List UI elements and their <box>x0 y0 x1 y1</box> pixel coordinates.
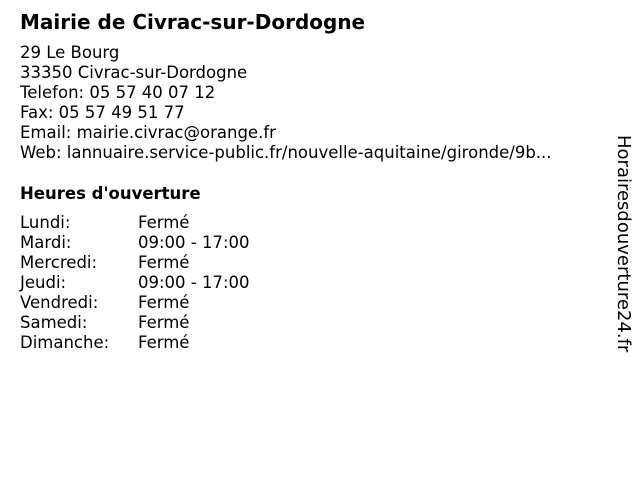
day-label: Vendredi: <box>20 293 99 312</box>
day-label: Lundi: <box>20 213 71 232</box>
hours-row-wednesday <box>20 253 250 273</box>
day-label: Mercredi: <box>20 253 98 272</box>
day-hours: Fermé <box>138 333 190 352</box>
phone-number: Telefon: 05 57 40 07 12 <box>20 83 216 102</box>
day-hours: 09:00 - 17:00 <box>138 233 250 252</box>
day-label: Mardi: <box>20 233 72 252</box>
site-watermark: Horairesdouverture24.fr <box>613 135 634 353</box>
address-city: 33350 Civrac-sur-Dordogne <box>20 63 248 82</box>
day-label: Samedi: <box>20 313 88 332</box>
hours-row-tuesday <box>20 233 250 253</box>
website-link: Web: lannuaire.service-public.fr/nouvelle-aquitaine/gironde/9b... <box>20 143 552 162</box>
hours-heading: Heures d'ouverture <box>20 184 201 203</box>
day-hours: Fermé <box>138 253 190 272</box>
email-address: Email: mairie.civrac@orange.fr <box>20 123 276 142</box>
hours-row-saturday <box>20 313 250 333</box>
day-hours: Fermé <box>138 293 190 312</box>
contact-info <box>20 43 600 163</box>
hours-row-friday <box>20 293 250 313</box>
page-title: Mairie de Civrac-sur-Dordogne <box>20 10 366 34</box>
day-label: Dimanche: <box>20 333 110 352</box>
hours-row-monday <box>20 213 250 233</box>
hours-row-thursday <box>20 273 250 293</box>
hours-list <box>20 213 250 353</box>
address-street: 29 Le Bourg <box>20 43 120 62</box>
day-hours: Fermé <box>138 213 190 232</box>
day-hours: Fermé <box>138 313 190 332</box>
fax-number: Fax: 05 57 49 51 77 <box>20 103 185 122</box>
day-label: Jeudi: <box>20 273 67 292</box>
hours-row-sunday <box>20 333 250 353</box>
day-hours: 09:00 - 17:00 <box>138 273 250 292</box>
